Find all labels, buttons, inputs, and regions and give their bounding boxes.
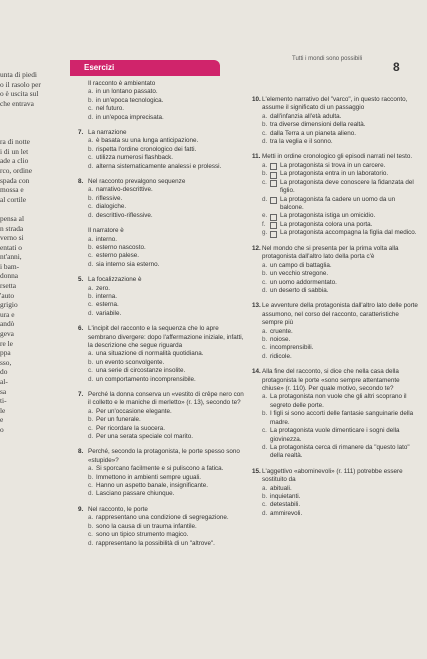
bleed-line	[0, 118, 70, 128]
answer-option[interactable]	[78, 137, 248, 145]
answer-option[interactable]	[252, 353, 420, 361]
option-text: in un'epoca tecnologica.	[96, 96, 164, 104]
answer-option[interactable]	[78, 425, 248, 433]
option-text: La protagonista colora una porta.	[280, 220, 373, 228]
bleed-line: al cortile	[0, 194, 27, 204]
option-letter: b.	[88, 145, 94, 153]
question-stem: Perché la donna conserva un «vestito di crêpe nero con il colletto e le maniche di merletto» (r. 13), secondo te?	[88, 391, 244, 407]
running-header: Tutti i mondi sono possibili	[292, 56, 363, 62]
option-letter: d.	[88, 490, 94, 498]
option-text: La protagonista cerca di rimanere da "questo lato" della realtà.	[270, 443, 410, 460]
bleed-line: rco, ordine	[0, 165, 33, 175]
answer-option[interactable]	[252, 221, 420, 230]
answer-option[interactable]	[252, 410, 420, 427]
answer-option[interactable]	[78, 186, 248, 194]
option-text: Si sporcano facilmente e si puliscono a fatica.	[96, 465, 224, 473]
option-text: un deserto di sabbia.	[270, 287, 329, 294]
answer-option[interactable]	[78, 474, 248, 482]
option-letter: d.	[262, 509, 268, 517]
question-number: 5.	[78, 276, 84, 284]
option-letter: a.	[88, 186, 94, 194]
question-number: 8.	[78, 448, 84, 456]
option-letter: c.	[88, 531, 93, 539]
option-text: in un'epoca imprecisata.	[96, 113, 164, 121]
option-letter: c.	[262, 278, 267, 286]
option-text: sono la causa di un trauma infantile.	[96, 522, 197, 530]
answer-option[interactable]	[252, 121, 420, 129]
option-text: interna.	[96, 292, 118, 300]
option-letter: c.	[88, 252, 93, 260]
option-letter: b.	[88, 292, 94, 300]
bleed-line: ura e	[0, 309, 15, 319]
option-letter: a.	[88, 514, 94, 522]
question-number: 15.	[252, 467, 261, 475]
question-number	[78, 227, 88, 235]
option-letter: c.	[88, 482, 93, 490]
option-text: Per un funerale.	[96, 416, 141, 424]
bleed-line: n strada	[0, 223, 24, 233]
answer-option[interactable]	[78, 350, 248, 358]
option-letter: c.	[88, 105, 93, 113]
answer-option[interactable]	[252, 328, 420, 336]
question-stem: Perché, secondo la protagonista, le porte spesso sono «stupide»?	[88, 448, 240, 464]
option-text: Per un'occasione elegante.	[96, 407, 172, 415]
answer-option[interactable]	[78, 359, 248, 367]
bleed-line: donna	[0, 271, 19, 281]
option-letter: b.	[262, 492, 268, 500]
bleed-line: verno si	[0, 233, 24, 243]
answer-option[interactable]	[252, 493, 420, 501]
adjacent-page-text	[0, 70, 70, 490]
left-question-column	[78, 80, 248, 555]
option-text: narrativo-descrittive.	[96, 186, 153, 194]
option-text: La protagonista accompagna la figlia dal medico.	[280, 229, 417, 237]
question	[78, 178, 248, 220]
bleed-line: geva	[0, 329, 14, 339]
question-stem: L'elemento narrativo del "varco", in questo racconto, assume il significato di un passaggio	[262, 96, 408, 112]
option-letter: d.	[88, 260, 94, 268]
option-text: un vecchio stregone.	[270, 270, 329, 278]
option-letter: a.	[262, 484, 268, 492]
answer-option[interactable]	[78, 154, 248, 162]
question	[78, 391, 248, 441]
answer-option[interactable]	[78, 433, 248, 441]
option-text: sia interno sia esterno.	[96, 260, 160, 268]
option-text: abituali.	[270, 484, 292, 492]
option-text: rappresentano la possibilità di un "altrove".	[96, 539, 215, 547]
option-text: La protagonista si trova in un carcere.	[280, 161, 386, 169]
option-letter: a.	[88, 350, 94, 358]
question	[252, 96, 420, 146]
question-number: 7.	[78, 391, 84, 398]
answer-option[interactable]	[252, 279, 420, 287]
answer-option[interactable]	[78, 261, 248, 269]
bleed-line: 'auto	[0, 290, 15, 300]
answer-option[interactable]	[252, 427, 420, 444]
option-letter: d.	[88, 113, 94, 121]
option-letter: d.	[262, 443, 268, 451]
question-stem: Metti in ordine cronologico gli episodi narrati nel testo.	[262, 153, 413, 161]
option-letter: a.	[262, 393, 268, 401]
option-letter: d.	[262, 195, 268, 203]
bleed-line: ti-	[0, 396, 7, 406]
bleed-line: sa	[0, 386, 7, 396]
option-text: detestabili.	[270, 501, 301, 509]
answer-option[interactable]	[252, 130, 420, 138]
question	[252, 368, 420, 460]
bleed-line: o il rasolo per	[0, 79, 41, 89]
option-text: Hanno un aspetto banale, insignificante.	[96, 482, 209, 490]
question-number: 9.	[78, 505, 84, 513]
question	[78, 325, 248, 384]
answer-option[interactable]	[78, 114, 248, 122]
answer-option[interactable]	[78, 416, 248, 424]
option-text: sono un tipico strumento magico.	[96, 531, 189, 539]
option-letter: d.	[88, 309, 94, 317]
answer-option[interactable]	[78, 163, 248, 171]
option-text: incomprensibili.	[270, 344, 314, 352]
option-text: tra la veglia e il sonno.	[270, 138, 333, 146]
question-number: 14.	[252, 368, 261, 376]
question	[252, 468, 420, 518]
answer-option[interactable]	[78, 88, 248, 96]
bleed-line: entati o	[0, 242, 22, 252]
option-letter: a.	[88, 137, 94, 145]
answer-option[interactable]	[78, 465, 248, 473]
option-text: inquietanti.	[270, 492, 301, 500]
option-letter: b.	[88, 416, 94, 424]
option-letter: b.	[262, 336, 268, 344]
option-text: in un lontano passato.	[96, 88, 158, 96]
option-letter: a.	[262, 261, 268, 269]
question	[78, 129, 248, 171]
question-number: 10.	[252, 96, 261, 103]
answer-option[interactable]	[252, 138, 420, 146]
option-text: La protagonista deve conoscere la fidanzata del figlio.	[280, 178, 414, 195]
question	[78, 506, 248, 548]
option-letter: a.	[88, 284, 94, 292]
option-text: rappresentano una condizione di segregazione.	[96, 514, 229, 522]
bleed-line: al-	[0, 377, 8, 386]
option-letter: c.	[88, 367, 93, 375]
option-text: La protagonista istiga un omicidio.	[280, 212, 376, 220]
answer-option[interactable]	[78, 514, 248, 522]
option-letter: b.	[88, 96, 94, 104]
option-text: esterno palese.	[96, 252, 140, 260]
answer-option[interactable]	[78, 408, 248, 416]
question	[78, 80, 248, 122]
option-letter: b.	[88, 358, 94, 366]
answer-option[interactable]	[252, 336, 420, 344]
option-text: una situazione di normalità quotidiana.	[96, 350, 204, 358]
answer-option[interactable]	[252, 179, 420, 196]
answer-option[interactable]	[78, 531, 248, 539]
question-stem: Alla fine del racconto, si dice che nella casa della protagonista le porte «sono sempre attentamente chiuse» (r. 110). Per quale motivo, secondo te?	[262, 368, 400, 393]
option-text: esterna.	[96, 301, 119, 309]
option-text: La protagonista fa cadere un uomo da un balcone.	[280, 195, 396, 212]
question-number: 7.	[78, 129, 84, 137]
order-checkbox[interactable]	[270, 163, 277, 170]
option-text: una serie di circostanze insolite.	[96, 367, 186, 375]
option-letter: d.	[88, 433, 94, 441]
bleed-line: ppa	[0, 348, 11, 358]
bleed-line: sso,	[0, 357, 12, 367]
question	[78, 448, 248, 498]
bleed-line: e	[0, 415, 4, 425]
option-letter: c.	[88, 301, 93, 309]
option-text: un campo di battaglia.	[270, 261, 332, 269]
bleed-line	[0, 128, 70, 138]
answer-option[interactable]	[252, 344, 420, 352]
answer-option[interactable]	[252, 485, 420, 493]
question	[252, 245, 420, 295]
option-letter: a.	[88, 407, 94, 415]
option-text: cruente.	[270, 327, 293, 335]
option-letter: b.	[88, 522, 94, 530]
option-letter: d.	[88, 162, 94, 170]
question-stem: Nel racconto prevalgono sequenze	[88, 178, 186, 186]
option-letter: c.	[88, 424, 93, 432]
option-letter: a.	[262, 112, 268, 120]
option-text: tra diverse dimensioni della realtà.	[270, 121, 366, 129]
question	[78, 227, 248, 269]
section-tab: Esercizi	[70, 60, 220, 76]
option-letter: b.	[262, 121, 268, 129]
bleed-line: do	[0, 367, 8, 377]
bleed-line: mossa e	[0, 185, 24, 195]
option-letter: a.	[262, 161, 268, 169]
order-checkbox[interactable]	[270, 172, 277, 179]
bleed-line: ra di notte	[0, 137, 30, 147]
question-stem: La focalizzazione è	[88, 276, 142, 284]
option-letter: c.	[262, 178, 267, 186]
answer-option[interactable]	[252, 262, 420, 270]
answer-option[interactable]	[252, 287, 420, 295]
option-letter: d.	[88, 375, 94, 383]
answer-option[interactable]	[252, 113, 420, 121]
bleed-line	[0, 108, 70, 118]
answer-option[interactable]	[252, 229, 420, 238]
answer-option[interactable]	[78, 301, 248, 309]
option-letter: d.	[88, 211, 94, 219]
answer-option[interactable]	[78, 490, 248, 498]
question-stem: Le avventure della protagonista dall'altro lato delle porte assumono, nel corso del racconto, caratteristiche sempre più	[262, 302, 418, 327]
option-letter: d.	[262, 287, 268, 294]
question-stem: L'aggettivo «abominevoli» (r. 111) potrebbe essere sostituito da	[262, 467, 403, 484]
order-checkbox[interactable]	[270, 222, 277, 229]
option-text: zero.	[96, 284, 110, 292]
option-text: descrittivo-riflessive.	[96, 211, 153, 219]
question-stem: L'incipit del racconto e la sequenza che lo apre sembrano divergere: dopo l'affermazione iniziale, infatti, la descrizione che segue riguarda	[88, 325, 244, 349]
option-letter: b.	[88, 243, 94, 251]
question-number: 6.	[78, 325, 84, 333]
answer-option[interactable]	[252, 270, 420, 278]
option-text: noiose.	[270, 336, 291, 344]
answer-option[interactable]	[78, 285, 248, 293]
bleed-line: i bam-	[0, 261, 20, 271]
question-stem: Il narratore è	[88, 227, 124, 235]
option-text: è basata su una lunga anticipazione.	[96, 137, 199, 145]
option-letter: d.	[262, 138, 268, 146]
bleed-line: andò	[0, 319, 15, 329]
bleed-line: pensa al	[0, 213, 25, 223]
option-letter: b.	[88, 473, 94, 481]
answer-option[interactable]	[78, 97, 248, 105]
question-number: 13.	[252, 302, 261, 310]
option-text: rispetta l'ordine cronologico dei fatti.	[96, 145, 197, 153]
order-checkbox[interactable]	[270, 231, 277, 238]
option-letter: b.	[262, 410, 268, 418]
bleed-line: o è uscita sul	[0, 89, 39, 99]
option-letter: f.	[262, 220, 266, 228]
answer-option[interactable]	[78, 105, 248, 113]
answer-option[interactable]	[78, 523, 248, 531]
bleed-line: nt'anni,	[0, 252, 22, 262]
option-text: Per ricordare la suocera.	[96, 424, 165, 432]
answer-option[interactable]	[78, 146, 248, 154]
option-text: La protagonista non vuole che gli altri scoprano il segreto delle porte.	[270, 393, 407, 409]
option-text: Lasciano passare chiunque.	[96, 490, 175, 498]
answer-option[interactable]	[78, 203, 248, 211]
bleed-line	[0, 204, 70, 214]
option-letter: a.	[88, 235, 94, 243]
option-text: Per una serata speciale col marito.	[96, 433, 193, 441]
bleed-line: rsetta	[0, 281, 17, 291]
answer-option[interactable]	[78, 244, 248, 252]
option-letter: c.	[262, 501, 267, 509]
bleed-line: le	[0, 405, 6, 415]
answer-option[interactable]	[78, 540, 248, 548]
option-text: interno.	[96, 235, 118, 243]
option-text: esterno nascosto.	[96, 243, 146, 251]
answer-option[interactable]	[78, 236, 248, 244]
option-letter: d.	[262, 352, 268, 360]
right-question-column	[252, 96, 420, 525]
option-letter: c.	[88, 154, 93, 162]
option-text: La protagonista entra in un laboratorio.	[280, 170, 389, 178]
bleed-line: ade a clio	[0, 156, 29, 166]
option-text: La protagonista vuole dimenticare i sogni della giovinezza.	[270, 427, 400, 443]
answer-option[interactable]	[78, 310, 248, 318]
answer-option[interactable]	[78, 293, 248, 301]
bleed-line: spada con	[0, 175, 30, 185]
answer-option[interactable]	[252, 510, 420, 518]
order-checkbox[interactable]	[270, 197, 277, 204]
question	[252, 153, 420, 238]
option-letter: b.	[262, 270, 268, 278]
answer-option[interactable]	[252, 212, 420, 221]
option-text: I figli si sono accorti delle fantasie sanguinarie della madre.	[270, 410, 414, 426]
option-text: nel futuro.	[96, 105, 125, 113]
bleed-line: re le	[0, 338, 13, 348]
option-text: dalla Terra a un pianeta alieno.	[270, 129, 357, 137]
question-stem: Il racconto è ambientato	[88, 80, 156, 87]
question-number: 8.	[78, 178, 84, 186]
option-text: ammirevoli.	[270, 509, 303, 517]
bleed-line: unta di piedi	[0, 70, 37, 79]
question-number: 11.	[252, 153, 261, 161]
option-text: Immettono in ambienti sempre uguali.	[96, 473, 201, 481]
option-letter: d.	[88, 539, 94, 547]
option-text: utilizza numerosi flashback.	[96, 154, 173, 162]
order-checkbox[interactable]	[270, 214, 277, 221]
answer-option[interactable]	[78, 367, 248, 375]
answer-option[interactable]	[252, 393, 420, 410]
option-letter: a.	[88, 88, 94, 96]
answer-option[interactable]	[252, 444, 420, 461]
option-letter: b.	[262, 170, 268, 178]
bleed-line: grigio	[0, 300, 18, 310]
option-letter: c.	[262, 129, 267, 137]
answer-option[interactable]	[252, 196, 420, 213]
option-letter: c.	[262, 344, 267, 352]
option-text: un uomo addormentato.	[270, 278, 337, 286]
option-letter: a.	[88, 465, 94, 473]
answer-option[interactable]	[78, 212, 248, 220]
option-letter: b.	[88, 194, 94, 202]
question	[252, 302, 420, 361]
question-number	[78, 80, 88, 88]
answer-option[interactable]	[252, 162, 420, 171]
option-text: un comportamento incomprensibile.	[96, 375, 196, 383]
option-text: variabile.	[96, 309, 122, 317]
answer-option[interactable]	[78, 376, 248, 384]
bleed-line: o	[0, 424, 4, 434]
question-stem: Nel racconto, le porte	[88, 505, 148, 513]
answer-option[interactable]	[78, 252, 248, 260]
option-letter: g.	[262, 229, 268, 237]
answer-option[interactable]	[252, 170, 420, 179]
question-number: 12.	[252, 244, 261, 252]
option-text: dialogiche.	[96, 203, 127, 211]
question	[78, 276, 248, 318]
answer-option[interactable]	[78, 482, 248, 490]
bleed-line: i di un let	[0, 146, 29, 156]
option-letter: a.	[262, 327, 268, 335]
answer-option[interactable]	[252, 501, 420, 509]
answer-option[interactable]	[78, 195, 248, 203]
option-letter: c.	[88, 203, 93, 211]
option-text: dall'infanzia all'età adulta.	[270, 112, 342, 120]
question-stem: Nel mondo che si presenta per la prima volta alla protagonista dall'altro lato della porta c'è	[262, 244, 399, 261]
option-text: alterna sistematicamente analessi e prolessi.	[96, 162, 222, 170]
option-text: ridicole.	[270, 352, 292, 360]
page-number: 8	[393, 60, 400, 74]
option-text: un evento sconvolgente.	[96, 358, 165, 366]
order-checkbox[interactable]	[270, 180, 277, 187]
option-letter: e.	[262, 212, 268, 220]
option-text: riflessive.	[96, 194, 123, 202]
bleed-line: che entrava	[0, 98, 34, 108]
option-letter: c.	[262, 427, 267, 435]
question-stem: La narrazione	[88, 129, 127, 137]
